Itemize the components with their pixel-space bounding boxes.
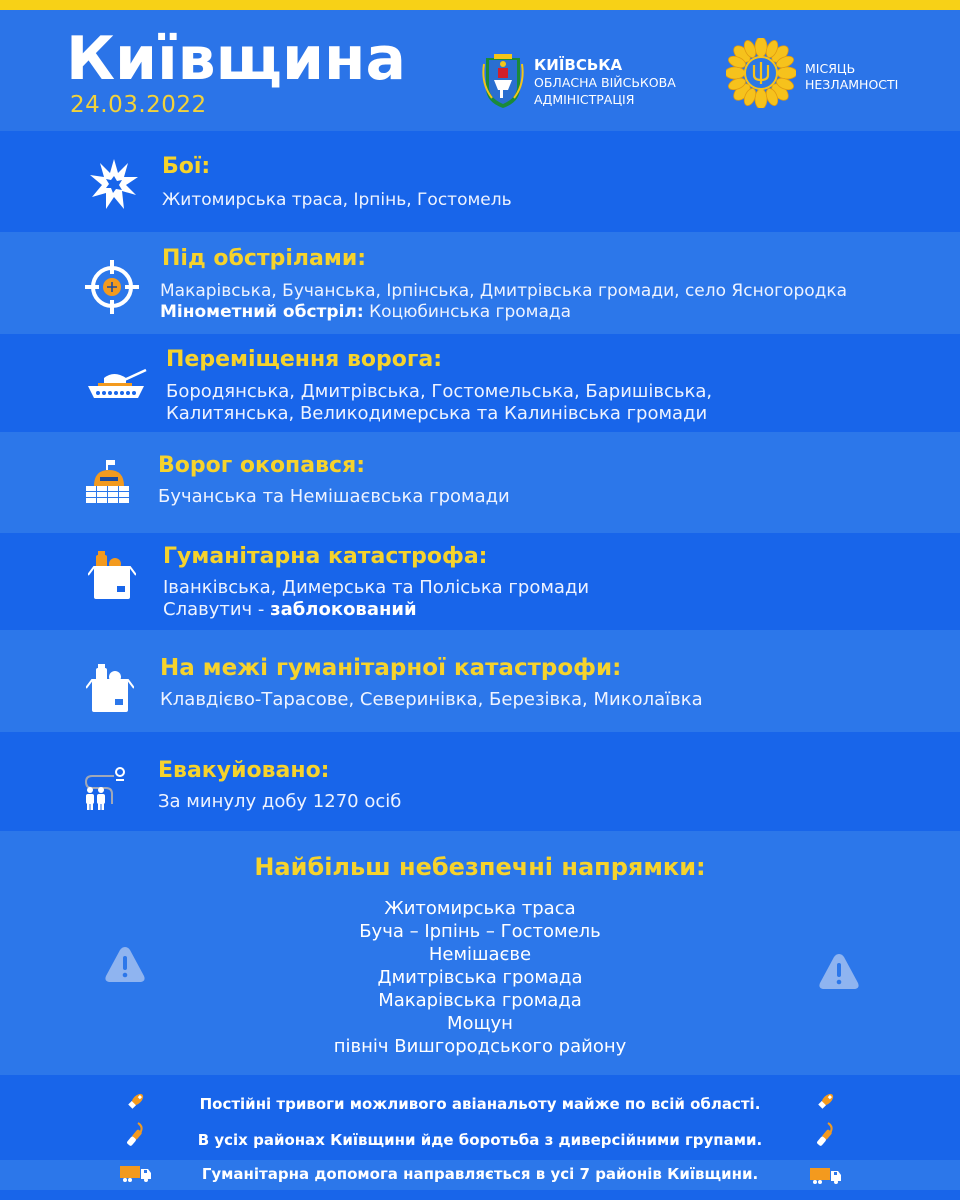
month-logo-text: МІСЯЦЬ НЕЗЛАМНОСТІ (805, 61, 899, 92)
list-item: Немішаєве (428, 944, 532, 965)
section-text: Клавдієво-Тарасове, Северинівка, Березівка, Миколаївка (160, 689, 703, 710)
section-battles (0, 131, 960, 232)
note-air-raid: Постійні тривоги можливого авіанальоту майже по всій області. (199, 1095, 761, 1113)
date: 24.03.2022 (70, 92, 207, 118)
section-title: Найбільш небезпечні напрямки: (254, 853, 706, 881)
admin-logo-text: КИЇВСЬКА ОБЛАСНА ВІЙСЬКОВА АДМІНІСТРАЦІЯ (534, 56, 676, 107)
section-enemy-movement (0, 334, 960, 432)
grenade-icon (814, 1121, 836, 1149)
section-title: Бої: (162, 154, 211, 179)
section-humanitarian-catastrophe (0, 533, 960, 630)
section-text-extra (163, 599, 417, 621)
section-text: Бучанська та Немішаєвська громади (158, 486, 510, 507)
list-item: Дмитрівська громада (377, 967, 583, 988)
bottom-notes (0, 1075, 960, 1200)
list-item: Макарівська громада (378, 990, 582, 1011)
coat-of-arms-icon (480, 54, 526, 110)
aid-box-icon (88, 549, 136, 601)
header (0, 10, 960, 131)
note-humanitarian-aid: Гуманітарна допомога направляється в усі 7 районів Київщини. (201, 1165, 759, 1183)
tank-icon (86, 368, 148, 400)
section-title: Під обстрілами: (162, 246, 367, 271)
section-title: Евакуйовано: (158, 758, 330, 783)
section-title: Ворог окопався: (158, 453, 365, 478)
note-sabotage-groups: В усіх районах Київщини йде боротьба з диверсійними групами. (197, 1131, 763, 1149)
mortar-label: Мінометний обстріл: (160, 302, 364, 322)
aid-box-icon (86, 662, 134, 714)
bomb-icon (816, 1091, 836, 1111)
bunker-icon (86, 460, 132, 504)
section-text: Калитянська, Великодимерська та Калинівська громади (166, 403, 708, 424)
section-near-catastrophe (0, 630, 960, 732)
warning-triangle-icon (104, 945, 146, 983)
warning-triangle-icon (818, 952, 860, 990)
crosshair-icon (85, 260, 139, 314)
page-title: Київщина (66, 24, 406, 94)
section-under-fire (0, 232, 960, 334)
mortar-value: Коцюбинська громада (363, 302, 572, 322)
section-text: Бородянська, Дмитрівська, Гостомельська, Баришівська, (166, 381, 713, 402)
list-item: північ Вишгородського району (333, 1036, 627, 1057)
explosion-icon (90, 159, 138, 209)
list-item: Житомирська траса (384, 898, 576, 919)
section-dangerous-directions (0, 831, 960, 1075)
sunflower-trident-icon (726, 38, 796, 108)
list-item: Мощун (447, 1013, 513, 1034)
section-title: На межі гуманітарної катастрофи: (160, 655, 622, 681)
section-enemy-entrenched (0, 432, 960, 533)
section-title: Гуманітарна катастрофа: (163, 544, 488, 569)
section-text: За минулу добу 1270 осіб (158, 791, 402, 812)
truck-icon (810, 1166, 842, 1186)
top-yellow-stripe (0, 0, 960, 10)
section-text: Житомирська траса, Ірпінь, Гостомель (162, 190, 512, 210)
slavutych-label: Славутич - (163, 599, 271, 620)
section-evacuated (0, 732, 960, 831)
section-title: Переміщення ворога: (166, 347, 442, 372)
blocked-status: заблокований (270, 599, 417, 620)
section-text: Макарівська, Бучанська, Ірпінська, Дмитрівська громади, село Ясногородка (160, 281, 848, 301)
section-text-extra (160, 301, 571, 323)
list-item: Буча – Ірпінь – Гостомель (359, 921, 601, 942)
evacuation-route-icon (84, 766, 130, 812)
section-text: Іванківська, Димерська та Поліська громади (163, 577, 590, 598)
